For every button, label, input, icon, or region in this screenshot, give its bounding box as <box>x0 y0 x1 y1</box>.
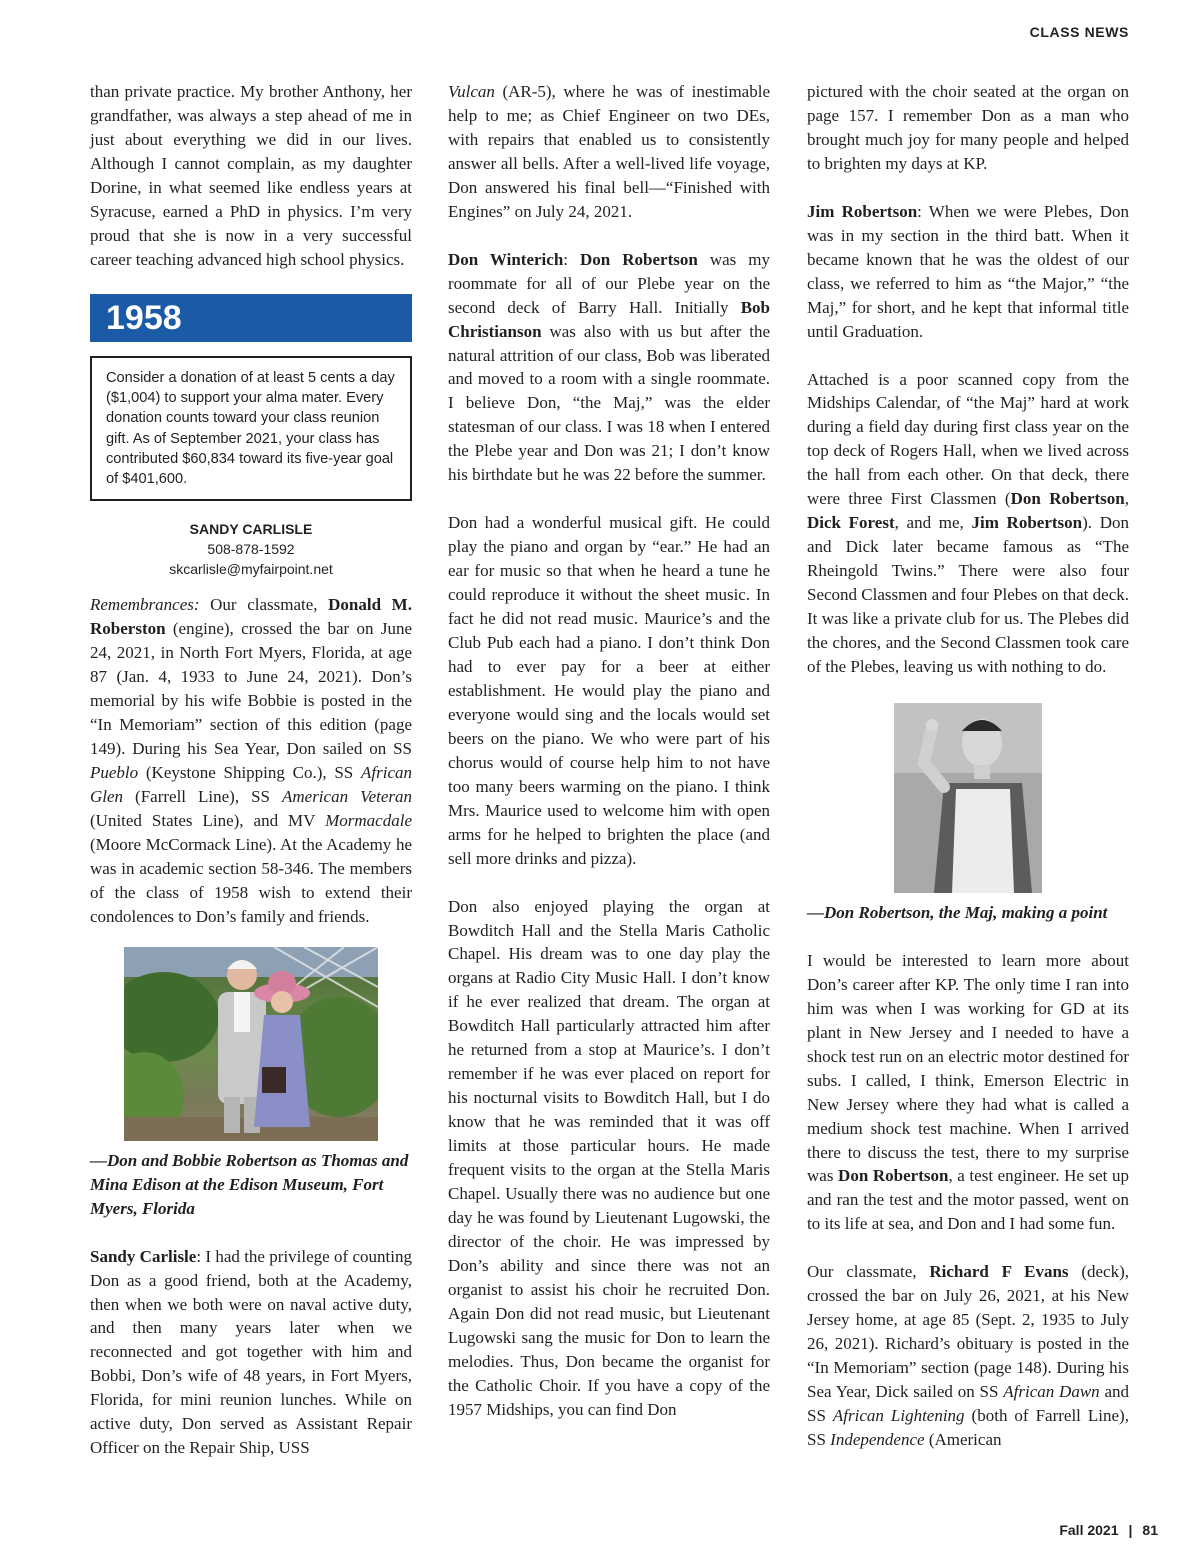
donation-box: Consider a donation of at least 5 cents a day ($1,004) to support your alma mater. Every donation counts toward your class reunion gift. As of September 2021, your class has contributed $60,834 toward its five-year goal of $401,600. <box>90 356 412 502</box>
ship-name: American Veteran <box>281 787 412 807</box>
correspondent-phone: 508-878-1592 <box>207 541 295 558</box>
classmate-name: Jim Robertson <box>971 513 1083 533</box>
footer-separator: | <box>1128 1522 1133 1538</box>
photo-illustration <box>124 947 378 1141</box>
column-1 <box>90 80 412 1460</box>
text-run: , <box>1124 489 1129 509</box>
edison-museum-photo <box>124 947 378 1141</box>
classmate-name: Bob Christianson <box>448 297 770 341</box>
jim-robertson-paragraph <box>807 200 1129 344</box>
text-run: : I had the privilege of counting Don as a good friend, both at the Academy, then when we both were on naval active duty, and then many years later when we reconnected and got together with him and Bobbi, Don’s wife of 48 years, in Fort Myers, Florida, for mini reunion lunches. While on active duty, Don served as Assistant Repair Officer on the Repair Ship, USS <box>90 1246 412 1458</box>
don-winterich-paragraph <box>448 248 770 488</box>
photo-illustration <box>894 703 1042 893</box>
text-run: (Moore McCormack Line). At the Academy he was in academic section 58-346. The members of the class of 1958 wish to extend their condolences to Don’s family and friends. <box>90 834 412 926</box>
ship-name: Independence <box>830 1429 925 1449</box>
correspondent-name: SANDY CARLISLE <box>189 521 313 538</box>
text-run: (deck), crossed the bar on July 26, 2021, at his New Jersey home, at age 85 (Sept. 2, 1935 to July 26, 2021). Richard’s obituary is posted in the “In Memoriam” section (page 148). During his Sea Year, Dick sailed on SS <box>807 1262 1129 1402</box>
author-name: Jim Robertson <box>807 201 918 221</box>
text-run: (both of Farrell Line), SS <box>807 1406 1129 1449</box>
text-run: I would be interested to learn more about Don’s career after KP. The only time I ran into him was when I was working for GD at its plant in New Jersey and I needed to have a shock test run on an electric motor destined for subs. I called, I think, Emerson Electric in New Jersey where they had what is called a medium shock test machine. When I arrived there to discuss the test, there to my surprise was <box>807 950 1129 1186</box>
text-run: : <box>563 249 581 269</box>
page-number: 81 <box>1142 1522 1158 1538</box>
maj-photo <box>894 703 1042 893</box>
vulcan-paragraph <box>448 80 770 224</box>
remembrances-label: Remembrances: <box>90 595 200 615</box>
text-run: (Keystone Shipping Co.), SS <box>138 763 361 783</box>
organ-paragraph: Don also enjoyed playing the organ at Bowditch Hall and the Stella Maris Catholic Chapel. His dream was to one day play the organs at Radio City Music Hall. I don’t know if he ever realized that dream. The organ at Bowditch Hall particularly attracted him after he returned from a stop at Maurice’s. I don’t remember if he was ever placed on report for his nocturnal visits to Bowditch Hall, but I do know that he was reminded that it was off limits at those particular hours. He made frequent visits to the organ at the Stella Maris Chapel. Usually there was no audience but one day he was found by Lieutenant Lugowski, the director of the choir. He was impressed by Don’s ability and since there was not an organist to assist his choir he recruited Don. Again Don did not read music, but Lieutenant Lugowski sang the music for Don to learn the melodies. Thus, Don became the organist for the Catholic Choir. If you have a copy of the 1957 Midships, you can find Don <box>448 896 770 1419</box>
text-run: was also with us but after the natural attrition of our class, Bob was liberated and moved to a room with a single roommate. I believe Don, “the Maj,” was the elder statesman of our class. I was 18 when I entered the Plebe year and Don was 21; I don’t know his birthdate but he was 22 before the summer. <box>448 321 770 485</box>
intro-paragraph: than private practice. My brother Anthony, her grandfather, was always a step ahead of me in just about everything we did in our lives. Although I cannot complain, as my daughter Dorine, in what seemed like endless years at Syracuse, earned a PhD in physics. I’m very proud that she is now in a very successful career teaching advanced high school physics. <box>90 82 412 269</box>
classmate-name: Don Robertson <box>838 1166 949 1186</box>
section-label: CLASS NEWS <box>1029 24 1129 40</box>
text-run: ). Don and Dick later became famous as “The Rheingold Twins.” There were also four Second Classmen and four Plebes on that deck. It was like a private club for us. The Plebes did the chores, and the Second Classmen took care of the Plebes, leaving us with nothing to do. <box>807 513 1129 676</box>
text-run: , a test engineer. He set up and ran the test and the motor passed, went on to its life at sea, and Don and I had some fun. <box>807 1166 1129 1234</box>
musical-gift-paragraph: Don had a wonderful musical gift. He could play the piano and organ by “ear.” He had an ear for music so that when he heard a tune he could reproduce it without the sheet music. In fact he did not read music. Maurice’s and the Club Pub each had a piano. I don’t think Don had to ever pay for a beer at either establishment. He would play the piano and everyone would sing and the locals would set beers on the piano. We who were part of his chorus would of course help him to not have too many beers warming on the piano. I think Mrs. Maurice used to welcome him with open arms for he helped to brighten the place (and sell more drinks and pizza). <box>448 513 770 868</box>
sandy-carlisle-paragraph <box>90 1245 412 1461</box>
evans-paragraph <box>807 1260 1129 1452</box>
text-run: (Farrell Line), SS <box>123 787 282 807</box>
text-run: (American <box>924 1429 1002 1449</box>
text-run: : When we were Plebes, Don was in my section in the third batt. When it became known that he was the oldest of our class, we referred to him as “the Major,” “the Maj,” for short, and he kept that informal title until Graduation. <box>807 201 1129 341</box>
text-run: Attached is a poor scanned copy from the Midships Calendar, of “the Maj” hard at work during a field day during first class year on the top deck of Rogers Hall, when we lived across the hall from each other. On that deck, there were three First Classmen ( <box>807 369 1129 509</box>
text-run: and SS <box>807 1382 1130 1426</box>
ship-name: Pueblo <box>90 763 139 783</box>
classmate-name: Don Robertson <box>580 249 698 269</box>
text-run: (AR-5), where he was of inestimable help to me; as Chief Engineer on two DEs, with repairs that enabled us to consistently answer all bells. After a well-lived life voyage, Don answered his final bell—“Finished with Engines” on July 24, 2021. <box>448 82 770 221</box>
classmate-name: Richard F Evans <box>929 1262 1069 1282</box>
classmate-name: Donald M. Roberston <box>90 595 412 639</box>
ship-name: African Glen <box>90 763 412 807</box>
correspondent-email[interactable]: skcarlisle@myfairpoint.net <box>169 561 333 578</box>
issue-label: Fall 2021 <box>1059 1522 1119 1538</box>
ship-name: African Dawn <box>1003 1382 1100 1402</box>
ship-name: Vulcan <box>448 82 495 101</box>
attached-paragraph <box>807 368 1129 679</box>
text-run: , and me, <box>894 513 972 533</box>
ship-name: Mormacdale <box>325 810 412 830</box>
author-name: Don Winterich <box>448 249 564 269</box>
text-run: (United States Line), and MV <box>90 810 326 830</box>
ship-name: African Lightening <box>832 1406 965 1426</box>
text-run: Our classmate, <box>199 595 329 615</box>
column-2 <box>448 80 770 1422</box>
classmate-name: Dick Forest <box>807 513 895 533</box>
class-year-banner: 1958 <box>90 294 412 342</box>
photo-caption-maj: —Don Robertson, the Maj, making a point <box>807 902 1108 922</box>
column-3 <box>807 80 1129 1452</box>
text-run: was my roommate for all of our Plebe year on the second deck of Barry Hall. Initially <box>448 249 770 317</box>
text-run: (engine), crossed the bar on June 24, 2021, in North Fort Myers, Florida, at age 87 (Jan. 4, 1933 to June 24, 2021). Don’s memorial by his wife Bobbie is posted in the “In Memoriam” section of this edition (page 149). During his Sea Year, Don sailed on SS <box>90 619 412 759</box>
photo-caption-edison: —Don and Bobbie Robertson as Thomas and Mina Edison at the Edison Museum, Fort Myers, Florida <box>90 1150 409 1218</box>
page-footer <box>1059 1522 1158 1538</box>
classmate-name: Don Robertson <box>1010 489 1125 509</box>
choir-paragraph: pictured with the choir seated at the organ on page 157. I remember Don as a man who brought much joy for many people and helped to brighten my days at KP. <box>807 82 1129 173</box>
text-run: Our classmate, <box>807 1262 930 1282</box>
gd-paragraph <box>807 949 1129 1236</box>
correspondent-contact <box>90 519 412 579</box>
author-name: Sandy Carlisle <box>90 1246 197 1266</box>
remembrances-paragraph <box>90 593 412 928</box>
